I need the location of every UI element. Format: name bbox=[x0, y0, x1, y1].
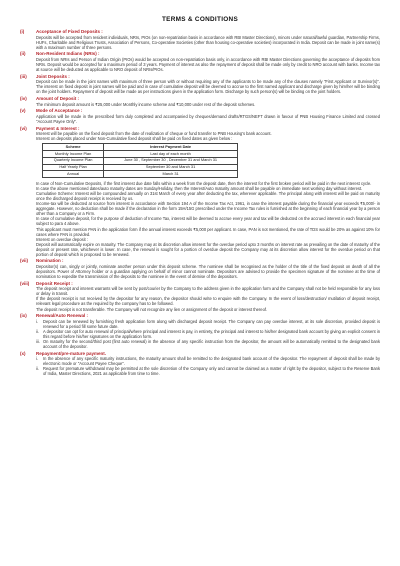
table-cell: Quarterly Income Plan bbox=[43, 157, 104, 164]
numbered-clause bbox=[36, 329, 380, 339]
interest-payment-table bbox=[42, 143, 238, 178]
terms-section bbox=[20, 96, 380, 107]
table-row bbox=[43, 171, 238, 178]
numbered-clause bbox=[36, 319, 380, 329]
terms-section bbox=[20, 351, 380, 377]
terms-section bbox=[20, 108, 380, 124]
table-cell: Last day of each month bbox=[104, 150, 238, 157]
terms-section bbox=[20, 258, 380, 279]
section-body bbox=[20, 264, 380, 279]
section-paragraph: This applicant must mention PAN in the application form if the annual interest exceeds ₹5,000 per applicant. In case, PAN is not mentioned, the rate of TDS would be 20% as against 10% for cases where PAN is provided. bbox=[36, 226, 380, 237]
clause-text: A depositor can opt for auto renewal of principal/where principal and interest is pay, in entirety, the principal and interest to his/her designated bank account by giving an explicit consent in this regard before his/her signatures on the application form. bbox=[43, 328, 380, 339]
table-cell: Half Yearly Plan bbox=[43, 164, 104, 171]
section-number: (iv) bbox=[20, 95, 27, 101]
section-number: (iii) bbox=[20, 73, 27, 79]
section-paragraph: Deposit will automatically expire on maturity. The Company may at its discretion allow interest for the overdue period upto 3 months on interest rate as prevailing on the date of maturity of the deposit or present rate, whichever is lower. In case, the renewal is sought for a portion of overdue deposit the Company may at its discretion allow interest for the overdue period on that portion of deposit which is proposed to be renewed. bbox=[36, 241, 380, 257]
section-paragraph: The deposit receipt and interest warrants will be sent by post/courier by the Company to the address given in the application form and the Company shall not be held responsible for any loss or delay in transit. bbox=[36, 286, 380, 297]
section-paragraph: Deposit can be made in the joint names with maximum of three person with or without requiring any of the applicants to be made any of the clauses namely "First Applicant or Survivor(s)". The interest on fixed deposit in joint names will be paid and in case of cumulative deposit will be deemed to accrue to the first named applicant and discharge given by him/her will be binding on the joint holders. Repayment of deposit will be made as per instructions given in the application form. Discharge by such person(s) will be binding on the joint holders. bbox=[36, 79, 380, 95]
section-title: Repayment/pre-mature payment. bbox=[36, 350, 107, 356]
section-body bbox=[20, 35, 380, 50]
table-row bbox=[43, 150, 238, 157]
section-title: Acceptance of Fixed Deposits : bbox=[36, 29, 103, 34]
section-body bbox=[20, 319, 380, 349]
section-paragraph: Cumulative Scheme: Interest will be compounded annually on 31st March of every year after deducting the tax, wherever applicable. The principal along with interest will be paid on maturity once the discharged deposit receipt is received by us. bbox=[36, 191, 380, 202]
terms-section bbox=[20, 29, 380, 50]
terms-section bbox=[20, 51, 380, 72]
section-paragraph: If the deposit receipt is not received by the depositor for any reason, the depositor should write to enquire with the Company. In the event of loss/destruction/ mutilation of deposit receipt, relevant legal procedure as the required by the company has to be followed. bbox=[36, 296, 380, 307]
numbered-clause bbox=[36, 356, 380, 366]
section-paragraph: Income-tax will be deducted at source from interest in accordance with Section 194 A of the Income Tax Act, 1961, in case the interest payable during the financial year exceeds ₹5,000/- in aggregate. However, no deduction shall be made if the declaration in the form 15H/15G prescribed under the Income Tax rules is furnished at the beginning of each financial year by a person other than a Company or a Firm. bbox=[36, 201, 380, 217]
table-cell: Monthly Income Plan bbox=[43, 150, 104, 157]
section-title: Joint Deposits : bbox=[36, 73, 70, 79]
table-header-cell: Interest Payment Date bbox=[104, 144, 238, 151]
section-title: Non-Resident Indians (NRIs) : bbox=[36, 51, 100, 57]
section-number: (viii) bbox=[20, 280, 30, 286]
clause-text: On maturity for the second/third post (first auto renewal) in the absence of any specific instruction from the depositor, the amount will be automatically remitted to the designated bank account of the depositor. bbox=[43, 338, 380, 349]
terms-section bbox=[20, 74, 380, 95]
section-title: Payment & Interest : bbox=[36, 125, 80, 131]
section-number: (x) bbox=[20, 350, 26, 356]
section-body bbox=[20, 114, 380, 124]
section-number: (i) bbox=[20, 29, 25, 34]
terms-sections bbox=[20, 29, 380, 376]
section-body bbox=[20, 356, 380, 376]
clause-text: In the absence of any specific maturity instructions, the maturity amount shall be remitted to the designated bank account of the depositor. The repayment of deposit shall be made by electronic mode or "Account Payee Cheque". bbox=[43, 356, 380, 367]
table-cell: March 31 bbox=[104, 171, 238, 178]
section-paragraph: Deposit from NRIs and Person of Indian Origin (PIOs) would be accepted on non-repatriation basis only, in accordance with RBI Master Directions governing the acceptance of deposits from NRIs. Deposit would be accepted for a maximum period of 3 years. Payment of interest as also the repayment of deposit shall be made only by credit to NRO account with banks. Income tax at source will be deducted as applicable to NRO deposit of NRIs/PIOs. bbox=[36, 56, 380, 73]
section-paragraph: In case the above mentioned dates/auto maturity dates are Sunday/Holiday, then the Interest/Auto maturity amount shall be payable on immediate next working day without interest. bbox=[36, 186, 363, 192]
clause-number: ii. bbox=[36, 328, 39, 334]
section-number: (vi) bbox=[20, 125, 27, 131]
section-title: Amount of Deposit : bbox=[36, 95, 79, 101]
section-body bbox=[20, 102, 380, 107]
clause-number: i. bbox=[36, 356, 39, 362]
section-title: Renewal/Auto Renewal : bbox=[36, 313, 89, 319]
section-paragraph: Interest on overdue deposit : bbox=[36, 236, 88, 242]
clause-text: Request for premature withdrawal may be permitted at the sole discretion of the Company only and cannot be claimed as a matter of right by the depositor, subject to the Reserve Bank of India, Master Directions, 2021 as applicable from time to time. bbox=[43, 366, 380, 377]
section-number: (v) bbox=[20, 108, 26, 114]
terms-section bbox=[20, 281, 380, 312]
section-paragraph: The deposit receipt is not transferable. The Company will not recognize any lien or assignment of the deposit or interest thereof. bbox=[36, 306, 268, 312]
section-body bbox=[20, 131, 380, 257]
section-paragraph: Depositor(s) can, singly or jointly, nominate another person under this deposit scheme. The nominee shall be recognised as the holder of the title of the fixed deposit on death of all the depositors. Power of Attorney holder or a guardian applying on behalf of minor cannot nominate. Depositors are advised to provide the specimen signature of the nominee at the time of nomination to expedite the transmission of the deposits to the nominee in the event of demise of the depositors. bbox=[36, 263, 380, 280]
clause-number: i. bbox=[36, 318, 39, 324]
section-paragraph: In case of cumulative deposit, for the purpose of deduction of Income Tax, interest will be deemed to accrue every year and tax will be deducted on the accrued interest in each financial year subject to para 4 above. bbox=[36, 216, 380, 227]
table-header-row bbox=[43, 144, 238, 151]
numbered-clause bbox=[36, 339, 380, 349]
section-body bbox=[20, 286, 380, 311]
section-paragraph: Interest will be payable on the fixed deposit from the date of realization of cheque or fund transfer to PNB Housing's bank account. bbox=[36, 131, 272, 137]
section-title: Deposit Receipt : bbox=[36, 280, 73, 286]
clause-number: iii. bbox=[36, 338, 40, 344]
section-number: (ix) bbox=[20, 313, 27, 319]
clause-number: ii. bbox=[36, 366, 39, 372]
section-paragraph: Interest on deposits placed under Non-Cumulative fixed deposit shall be paid on fixed dates as given below : bbox=[36, 136, 233, 142]
section-body bbox=[20, 57, 380, 72]
section-paragraph: Application will be made in the prescribed form duly completed and accompanied by cheques/demand drafts/RTGS/NEFT drawn in favour of PNB Housing Finance Limited and crossed "Account Payee Only". bbox=[36, 113, 380, 124]
table-row bbox=[43, 157, 238, 164]
clause-text: Deposit can be renewed by furnishing fresh application form along with discharged deposit receipt. The Company can pay overdue interest, at its sole discretion, provided deposit is renewed for a period fill some future date. bbox=[43, 318, 380, 329]
table-cell: September 30 and March 31 bbox=[104, 164, 238, 171]
section-title: Nomination : bbox=[36, 258, 64, 264]
table-header-cell: Scheme bbox=[43, 144, 104, 151]
page-title: TERMS & CONDITIONS bbox=[161, 16, 239, 23]
section-paragraph: In case of Non-Cumulative Deposits, if the first interest due date falls within a week from the deposit date, then the interest for the first broken period will be paid in the next interest cycle. bbox=[36, 181, 372, 187]
section-paragraph: The minimum deposit amount is ₹25,000 under Monthly income scheme and ₹10,000 under rest of the deposit schemes. bbox=[36, 101, 256, 107]
section-number: (ii) bbox=[20, 51, 26, 57]
terms-section bbox=[20, 313, 380, 349]
table-cell: Annual bbox=[43, 171, 104, 178]
terms-section bbox=[20, 126, 380, 257]
table-row bbox=[43, 164, 238, 171]
section-title: Mode of Acceptance : bbox=[36, 108, 83, 114]
table-cell: June 30 , September 30 , December 31 and March 31 bbox=[104, 157, 238, 164]
numbered-clause bbox=[36, 366, 380, 376]
section-paragraph: Deposits will be accepted from resident individuals, NRIs, PIOs (on non-repatriation basis in accordance with RBI Master Directions), minors under natural/lawful guardian, Partnership Firms, HUFs, Charitable and Religious Trusts, Association of Persons, Co-operative Societies (other than housing co-operative societies) incorporated in India. Deposit can be made in joint name(s) with a maximum number of three persons. bbox=[36, 34, 380, 50]
section-number: (vii) bbox=[20, 258, 29, 264]
section-body bbox=[20, 79, 380, 94]
